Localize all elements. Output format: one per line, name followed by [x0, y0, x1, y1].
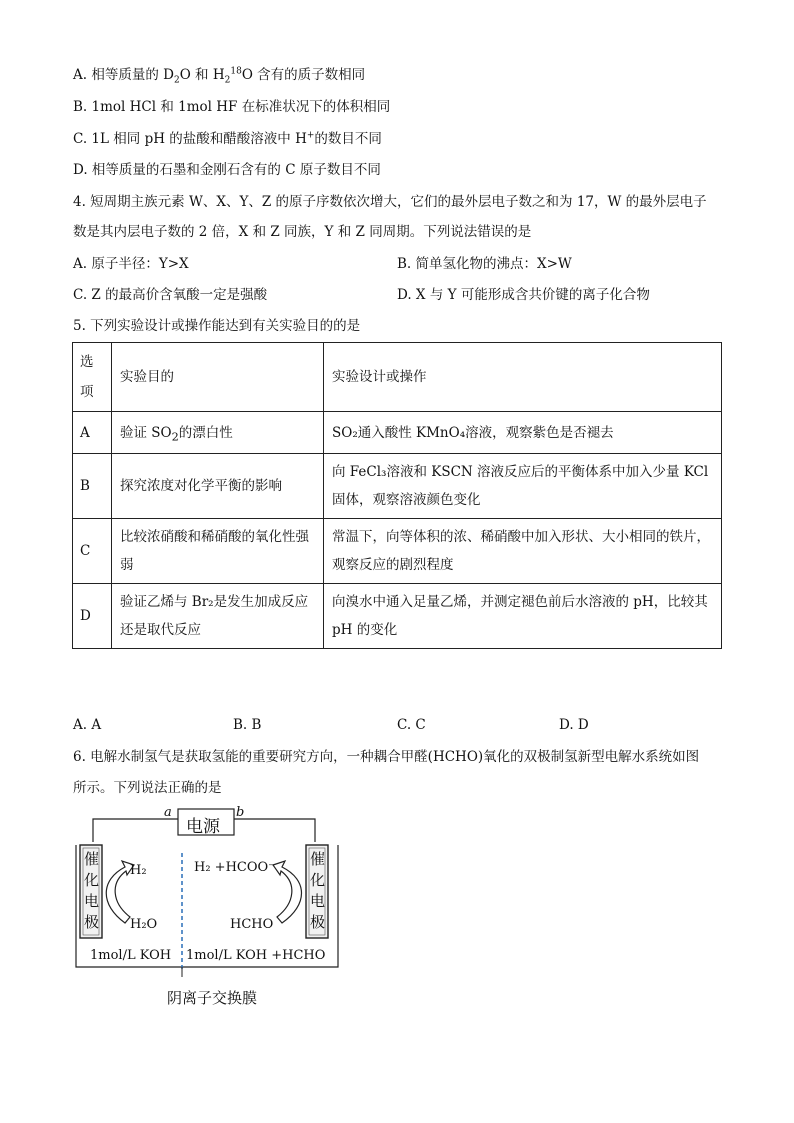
- right-solution-label: 1mol/L KOH +HCHO: [186, 948, 326, 963]
- row-purpose: 探究浓度对化学平衡的影响: [112, 454, 324, 519]
- q4-stem-line1: 4. 短周期主族元素 W、X、Y、Z 的原子序数依次增大，它们的最外层电子数之和为 17，W 的最外层电子: [73, 194, 707, 210]
- row-option: A: [73, 412, 112, 454]
- row-method: SO₂通入酸性 KMnO₄溶液，观察紫色是否褪去: [324, 412, 722, 454]
- terminal-b-label: b: [236, 805, 245, 820]
- q3-option-b: B. 1mol HCl 和 1mol HF 在标准状况下的体积相同: [73, 99, 391, 115]
- right-electrode-label: 催 化 电 极: [310, 850, 326, 931]
- row-purpose: 验证 $SO_2$的漂白性: [112, 412, 324, 454]
- row-purpose: 比较浓硝酸和稀硝酸的氧化性强弱: [112, 519, 324, 584]
- q4-option-a: A. 原子半径：Y>X: [73, 256, 189, 272]
- row-method: 向溴水中通入足量乙烯，并测定褪色前后水溶液的 pH，比较其 pH 的变化: [324, 584, 722, 649]
- q5-answer-d: D. D: [559, 717, 589, 733]
- terminal-a-label: a: [164, 805, 172, 820]
- row-option: B: [73, 454, 112, 519]
- row-option: D: [73, 584, 112, 649]
- q5-answer-b: B. B: [233, 717, 262, 733]
- header-purpose: 实验目的: [112, 343, 324, 412]
- q4-option-b: B. 简单氢化物的沸点：X>W: [397, 256, 572, 272]
- header-option: 选项: [73, 343, 112, 412]
- q4-stem-line2: 数是其内层电子数的 2 倍，X 和 Z 同族，Y 和 Z 同周期。下列说法错误的是: [73, 224, 532, 240]
- q3-option-c: C. 1L 相同 pH 的盐酸和醋酸溶液中 H+的数目不同: [73, 130, 382, 147]
- left-electrode-label: 催 化 电 极: [84, 850, 100, 931]
- electrolysis-diagram: [70, 805, 370, 1015]
- row-purpose: 验证乙烯与 Br₂是发生加成反应还是取代反应: [112, 584, 324, 649]
- q5-answer-c: C. C: [397, 717, 426, 733]
- table-row: [73, 454, 722, 519]
- q4-option-c: C. Z 的最高价含氧酸一定是强酸: [73, 287, 268, 303]
- right-reactant-label: HCHO: [230, 917, 274, 932]
- left-solution-label: 1mol/L KOH: [90, 948, 172, 963]
- left-product-label: H₂: [130, 863, 147, 878]
- table-row: [73, 412, 722, 454]
- q3-option-d: D. 相等质量的石墨和金刚石含有的 C 原子数目不同: [73, 162, 381, 178]
- q4-option-d: D. X 与 Y 可能形成含共价键的离子化合物: [397, 287, 650, 303]
- row-method: 常温下，向等体积的浓、稀硝酸中加入形状、大小相同的铁片，观察反应的剧烈程度: [324, 519, 722, 584]
- left-reactant-label: H₂O: [130, 917, 158, 932]
- membrane-label: 阴离子交换膜: [167, 989, 258, 1007]
- header-method: 实验设计或操作: [324, 343, 722, 412]
- power-source-label: 电源: [186, 817, 220, 837]
- table-row: [73, 584, 722, 649]
- table-header-row: [73, 343, 722, 412]
- q6-stem-line1: 6. 电解水制氢气是获取氢能的重要研究方向，一种耦合甲醛(HCHO)氧化的双极制氢新型电解水系统如图: [73, 749, 700, 765]
- table-row: [73, 519, 722, 584]
- q5-answer-a: A. A: [73, 717, 102, 733]
- right-product-label: H₂ +HCOO⁻: [194, 860, 276, 875]
- experiment-table: [72, 342, 722, 649]
- right-arrow-icon: [273, 861, 302, 923]
- q3-option-a: A. 相等质量的 $D_2O$ 和 $H_2^{18}O$ 含有的质子数相同: [73, 66, 366, 86]
- row-option: C: [73, 519, 112, 584]
- row-method: 向 FeCl₃溶液和 KSCN 溶液反应后的平衡体系中加入少量 KCl 固体，观察溶液颜色变化: [324, 454, 722, 519]
- q6-stem-line2: 所示。下列说法正确的是: [73, 780, 222, 796]
- q5-stem: 5. 下列实验设计或操作能达到有关实验目的的是: [73, 318, 361, 334]
